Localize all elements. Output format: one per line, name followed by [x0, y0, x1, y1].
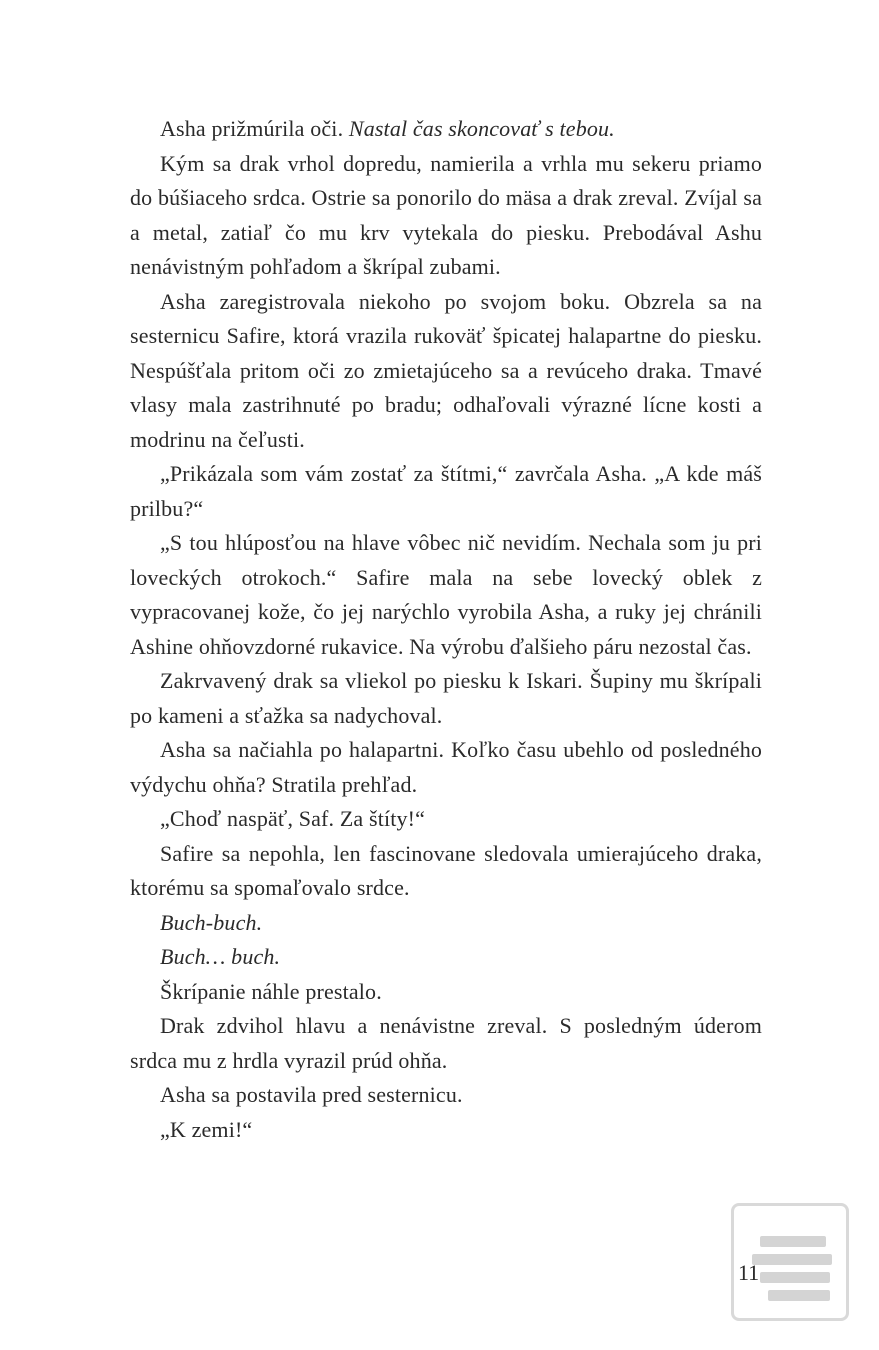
paragraph-4: „Prikázala som vám zostať za štítmi,“ zavrčala Asha. „A kde máš prilbu?“: [130, 461, 762, 521]
paragraph-3: Asha zaregistrovala niekoho po svojom boku. Obzrela sa na sesternicu Safire, ktorá vrazila rukoväť špicatej halapartne do piesku. Nespúšťala pritom oči zo zmietajúceho sa a revúceho draka. Tmavé vlasy mala zastrihnuté po bradu; odhaľovali výrazné lícne kosti a modrinu na čeľusti.: [130, 288, 762, 452]
paragraph-6: Zakrvavený drak sa vliekol po piesku k Iskari. Šupiny mu škrípali po kameni a sťažka sa nadychoval.: [130, 668, 762, 728]
paragraph-5: „S tou hlúposťou na hlave vôbec nič nevidím. Nechala som ju pri loveckých otrokoch.“ Safire mala na sebe lovecký oblek z vypracovanej kože, čo jej narýchlo vyrobila Asha, a ruky jej chránili Ashine ohňovzdorné rukavice. Na výrobu ďalšieho páru nezostal čas.: [130, 530, 762, 659]
paragraph-12: Škrípanie náhle prestalo.: [160, 978, 382, 1004]
paragraph-10: Buch-buch.: [160, 909, 263, 935]
paragraph-1: [130, 112, 762, 147]
paragraph-11: Buch… buch.: [160, 944, 281, 969]
paragraph-1-italic: Nastal čas skoncovať s tebou.: [348, 116, 615, 141]
paragraph-8: „Choď naspäť, Saf. Za štíty!“: [160, 806, 426, 831]
paragraph-9: Safire sa nepohla, len fascinovane sledovala umierajúceho draka, ktorému sa spomaľovalo srdce.: [130, 840, 762, 900]
page-number: 11: [738, 1260, 760, 1285]
paragraph-7: Asha sa načiahla po halapartni. Koľko času ubehlo od posledného výdychu ohňa? Stratila prehľad.: [130, 737, 762, 797]
paragraph-13: Drak zdvihol hlavu a nenávistne zreval. S posledným úderom srdca mu z hrdla vyrazil prúd ohňa.: [130, 1013, 762, 1073]
paragraph-14: Asha sa postavila pred sesternicu.: [160, 1082, 463, 1107]
paragraph-1-text: Asha prižmúrila oči.: [160, 116, 349, 141]
body-text: [130, 112, 762, 1147]
paragraph-2: Kým sa drak vrhol dopredu, namierila a vrhla mu sekeru priamo do búšiaceho srdca. Ostrie sa ponorilo do mäsa a drak zreval. Zvíjal sa a metal, zatiaľ čo mu krv vytekala do piesku. Prebodával Ashu nenávistným pohľadom a škrípal zubami.: [130, 150, 762, 279]
paragraph-15: „K zemi!“: [160, 1116, 253, 1142]
